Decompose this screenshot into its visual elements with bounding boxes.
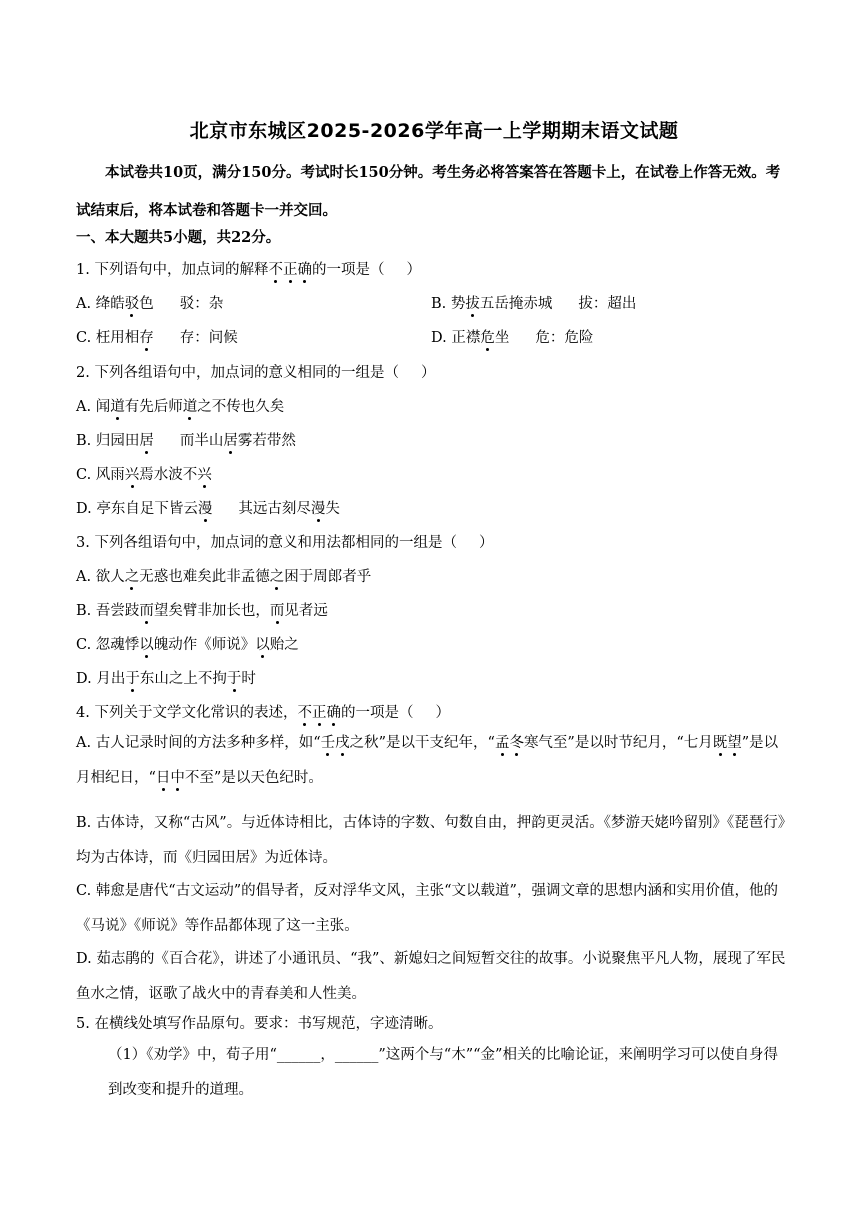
- dotted-term-renxu: 壬戌: [320, 735, 350, 751]
- question-2-option-d: D. 亭东自足下皆云漫 其远古刻尽漫失: [76, 501, 340, 517]
- dotted-term-mengdong: 孟冬: [494, 735, 524, 751]
- dotted-term-jiwang: 既望: [712, 735, 742, 751]
- question-2-option-b: B. 归园田居 而半山居雾若带然: [76, 433, 296, 449]
- section-heading: 一、本大题共5小题，共22分。: [76, 229, 281, 246]
- question-2-option-c: C. 风雨兴焉水波不兴: [76, 467, 212, 483]
- question-1-option-a: A. 绛皓驳色 驳：杂: [76, 296, 224, 312]
- question-4-option-b: B. 古体诗，又称“古风”。与近体诗相比，古体诗的字数、句数自由，押韵更灵活。《梦游天姥吟留别》《琵琶行》均为古体诗，而《归园田居》为近体诗。: [76, 815, 785, 866]
- emphasis-dots: 不正确: [268, 262, 312, 278]
- question-3-option-a: A. 欲人之无惑也难矣此非孟德之困于周郎者乎: [76, 569, 372, 585]
- page-title: 北京市东城区2025-2026学年高一上学期期末语文试题: [189, 120, 679, 142]
- question-4-option-d: D. 茹志鹃的《百合花》，讲述了小通讯员、“我”、新媳妇之间短暂交往的故事。小说聚焦平凡人物，展现了军民鱼水之情，讴歌了战火中的青春美和人性美。: [76, 951, 786, 1002]
- question-3-option-b: B. 吾尝跂而望矣臂非加长也，而见者远: [76, 603, 328, 619]
- question-1-option-c: C. 枉用相存 存：问候: [76, 330, 238, 346]
- dotted-term-rizhong: 日中: [155, 770, 185, 786]
- question-4-option-a: A. 古人记录时间的方法多种多样，如“壬戌之秋”是以干支纪年，“孟冬寒气至”是以时节纪月，“七月既望”是以月相纪日，“日中不至”是以天色纪时。: [76, 735, 779, 786]
- exam-instructions: 本试卷共10页，满分150分。考试时长150分钟。考生务必将答案答在答题卡上，在试卷上作答无效。考试结束后，将本试卷和答题卡一并交回。: [76, 164, 781, 219]
- question-1-option-b: B. 势拔五岳掩赤城 拔：超出: [431, 296, 637, 312]
- question-1-option-d: D. 正襟危坐 危：危险: [431, 330, 594, 346]
- question-3-option-c: C. 忽魂悸以魄动作《师说》以贻之: [76, 637, 299, 653]
- emphasis-dots: 不正确: [297, 705, 341, 721]
- question-2-option-a: A. 闻道有先后师道之不传也久矣: [76, 399, 285, 415]
- question-3-stem: 3. 下列各组语句中，加点词的意义和用法都相同的一组是（ ）: [76, 535, 494, 551]
- question-3-option-d: D. 月出于东山之上不拘于时: [76, 671, 256, 687]
- question-5-subquestion-1: （1）《劝学》中，荀子用“______，______”这两个与“木”“金”相关的比喻论证，来阐明学习可以使自身得到改变和提升的道理。: [108, 1047, 778, 1098]
- question-4-option-c: C. 韩愈是唐代“古文运动”的倡导者，反对浮华文风，主张“文以载道”，强调文章的思想内涵和实用价值，他的《马说》《师说》等作品都体现了这一主张。: [76, 883, 778, 934]
- question-1-stem: 1. 下列语句中，加点词的解释不正确的一项是（ ）: [76, 262, 421, 278]
- question-2-stem: 2. 下列各组语句中，加点词的意义相同的一组是（ ）: [76, 365, 436, 381]
- question-5-stem: 5. 在横线处填写作品原句。要求：书写规范，字迹清晰。: [76, 1016, 443, 1032]
- question-4-stem: 4. 下列关于文学文化常识的表述，不正确的一项是（ ）: [76, 705, 450, 721]
